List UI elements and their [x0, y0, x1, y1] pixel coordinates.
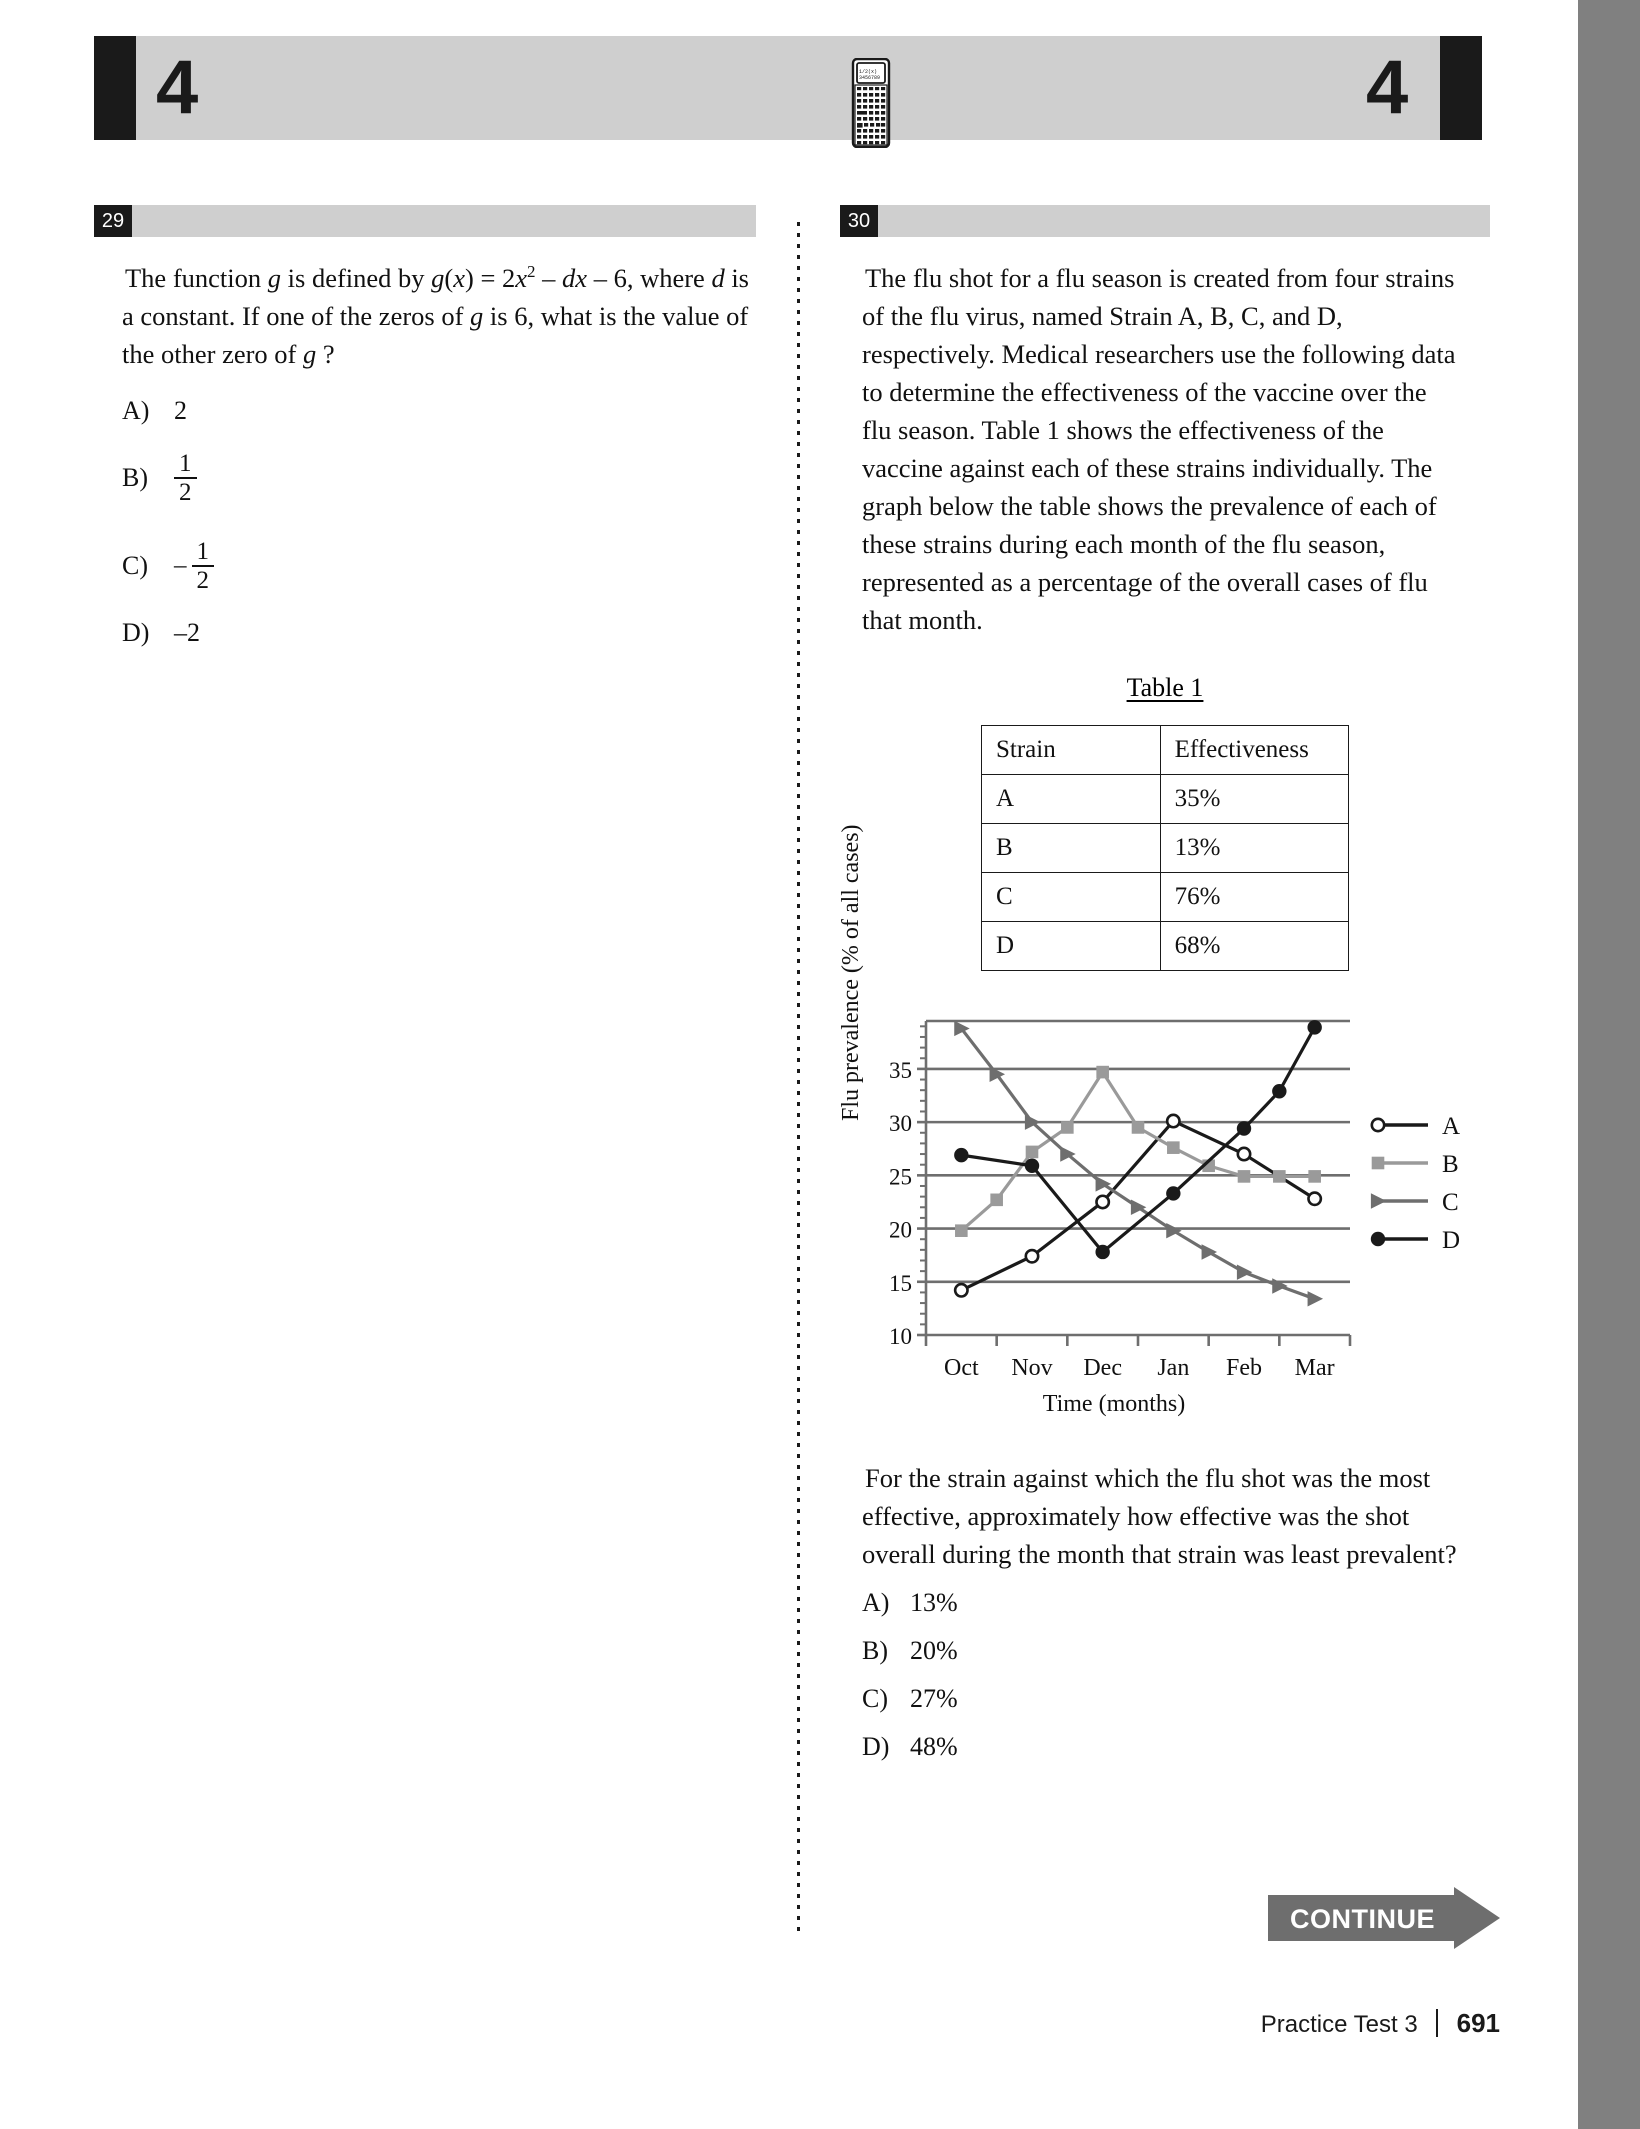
choice-d-value: 48% — [910, 1732, 958, 1761]
choice-c-value: 27% — [910, 1684, 958, 1713]
choice-c-letter: C) — [122, 551, 148, 580]
choice-d[interactable] — [862, 1729, 1490, 1765]
choice-c-letter: C) — [862, 1684, 888, 1713]
choice-b-fraction — [174, 451, 197, 505]
choice-b[interactable] — [122, 439, 756, 517]
chart-data-point — [1062, 1122, 1073, 1133]
table-row — [982, 775, 1349, 824]
choice-b-letter: B) — [862, 1636, 888, 1665]
chart-data-point — [1372, 1233, 1384, 1245]
page-header — [94, 36, 1482, 140]
question-30-number: 30 — [840, 205, 878, 237]
chart-line — [961, 1027, 1314, 1252]
chart-legend-label: C — [1442, 1189, 1459, 1216]
chart-legend-item-c — [1372, 1189, 1459, 1216]
chart-data-point — [1026, 1160, 1038, 1172]
chart-data-point — [1026, 1250, 1038, 1262]
choice-d-letter: D) — [862, 1732, 890, 1761]
chart-data-point — [1202, 1245, 1215, 1258]
chart-legend-item-a — [1372, 1113, 1460, 1140]
continue-banner[interactable] — [1268, 1887, 1500, 1949]
chart-data-point — [955, 1284, 967, 1296]
graphing-calculator-icon — [851, 58, 891, 148]
table-1-wrapper — [840, 725, 1490, 971]
chart-legend-label: B — [1442, 1151, 1459, 1178]
header-gray-band — [136, 36, 1440, 140]
chart-x-tick-label: Feb — [1226, 1355, 1262, 1381]
chart-data-point — [1167, 1115, 1179, 1127]
chart-y-tick-label: 25 — [889, 1164, 912, 1190]
chart-y-tick-label: 35 — [889, 1057, 912, 1083]
question-30-column — [840, 205, 1490, 1777]
chart-data-point — [1309, 1171, 1320, 1182]
chart-data-point — [1372, 1157, 1383, 1168]
question-30-band — [840, 205, 1490, 237]
question-30-sub-prompt: For the strain against which the flu shot was the most effective, approximately how effective was the shot overall during the month that strain was least prevalent? — [862, 1463, 1457, 1569]
page-footer — [0, 2008, 1500, 2039]
chart-data-point — [1308, 1292, 1321, 1305]
table-1-caption: Table 1 — [1126, 673, 1204, 702]
choice-a-value: 13% — [910, 1588, 958, 1617]
table-cell-strain: C — [982, 873, 1161, 922]
column-divider — [797, 222, 800, 1932]
svg-text:3456789: 3456789 — [859, 75, 881, 81]
chart-canvas — [864, 1013, 1464, 1385]
choice-a-letter: A) — [862, 1588, 890, 1617]
choice-b-denominator: 2 — [179, 479, 192, 506]
table-row — [982, 824, 1349, 873]
chart-x-tick-label: Nov — [1011, 1355, 1053, 1381]
chart-y-tick-label: 10 — [889, 1324, 912, 1349]
chart-data-point — [1096, 1196, 1108, 1208]
chart-data-point — [1167, 1187, 1179, 1199]
chart-x-tick-label: Oct — [944, 1355, 979, 1381]
chart-y-tick-label: 30 — [889, 1111, 912, 1137]
chart-data-point — [1308, 1193, 1320, 1205]
chart-data-point — [1238, 1266, 1251, 1279]
footer-test-name: Practice Test 3 — [1260, 2011, 1418, 2038]
chart-data-point — [1308, 1021, 1320, 1033]
table-cell-effectiveness: 13% — [1160, 824, 1348, 873]
table-cell-strain: D — [982, 922, 1161, 971]
choice-b-letter: B) — [122, 463, 148, 492]
chart-y-axis-title: Flu prevalence (% of all cases) — [838, 824, 864, 1121]
question-29-column — [94, 205, 756, 661]
choice-d-value: –2 — [174, 618, 200, 647]
question-29-number: 29 — [94, 205, 132, 237]
chart-data-point — [1097, 1066, 1108, 1077]
header-tab-left — [94, 36, 136, 140]
choice-a-letter: A) — [122, 396, 150, 425]
chart-data-point — [1238, 1148, 1250, 1160]
question-29-band — [94, 205, 756, 237]
section-number-right: 4 — [1366, 45, 1407, 130]
table-header-effectiveness: Effectiveness — [1160, 726, 1348, 775]
choice-c-minus-sign: – — [174, 552, 187, 579]
table-cell-effectiveness: 76% — [1160, 873, 1348, 922]
choice-b-value: 20% — [910, 1636, 958, 1665]
chart-y-tick-label: 15 — [889, 1270, 912, 1296]
question-29-choices — [122, 393, 756, 651]
table-row — [982, 922, 1349, 971]
continue-label: CONTINUE — [1290, 1904, 1435, 1934]
chart-data-point — [1238, 1171, 1249, 1182]
chart-data-point — [1238, 1122, 1250, 1134]
choice-c[interactable] — [862, 1681, 1490, 1717]
table-cell-effectiveness: 68% — [1160, 922, 1348, 971]
chart-data-point — [991, 1194, 1002, 1205]
chart-data-point — [1096, 1246, 1108, 1258]
choice-a[interactable] — [862, 1585, 1490, 1621]
table-cell-strain: A — [982, 775, 1161, 824]
chart-x-tick-label: Dec — [1083, 1355, 1122, 1381]
choice-b-numerator: 1 — [179, 450, 192, 477]
choice-c-denominator: 2 — [196, 567, 209, 594]
footer-separator — [1436, 2009, 1438, 2037]
chart-legend-item-d — [1372, 1227, 1460, 1254]
section-number-left: 4 — [156, 45, 197, 130]
chart-data-point — [955, 1149, 967, 1161]
chart-data-point — [1274, 1171, 1285, 1182]
footer-page-number: 691 — [1456, 2008, 1500, 2038]
chart-data-point — [1168, 1142, 1179, 1153]
question-29-header — [94, 205, 756, 237]
chart-legend-item-b — [1372, 1151, 1458, 1178]
choice-a[interactable] — [122, 393, 756, 429]
chart-legend-label: A — [1442, 1113, 1461, 1140]
table-header-row — [982, 726, 1349, 775]
chart-x-tick-label: Mar — [1294, 1355, 1335, 1381]
svg-text:1/2(x): 1/2(x) — [859, 69, 878, 75]
header-tab-right — [1440, 36, 1482, 140]
choice-b[interactable] — [862, 1633, 1490, 1669]
question-30-choices — [862, 1585, 1490, 1765]
chart-data-point — [1026, 1146, 1037, 1157]
chart-data-point — [1372, 1119, 1384, 1131]
chart-data-point — [1273, 1085, 1285, 1097]
chart-series-d — [955, 1021, 1321, 1258]
page-edge-bar — [1578, 0, 1640, 2129]
chart-data-point — [1372, 1194, 1385, 1207]
choice-d-letter: D) — [122, 618, 150, 647]
chart-x-tick-label: Jan — [1157, 1355, 1190, 1381]
table-cell-strain: B — [982, 824, 1161, 873]
chart-data-point — [956, 1225, 967, 1236]
question-29-prompt: The function g is defined by $g(x) = 2x^2$ – dx – 6, where d is a constant. If one of the zeros of g is 6, what is the value of the other zero of g ? — [122, 262, 749, 369]
question-30-header — [840, 205, 1490, 237]
chart-legend-label: D — [1442, 1227, 1461, 1254]
chart-data-point — [1132, 1122, 1143, 1133]
table-1 — [981, 725, 1349, 971]
chart-y-tick-label: 20 — [889, 1217, 912, 1243]
table-cell-effectiveness: 35% — [1160, 775, 1348, 824]
choice-c-fraction — [192, 539, 215, 593]
table-row — [982, 873, 1349, 922]
chart-x-axis-title: Time (months) — [1042, 1391, 1186, 1417]
choice-c-numerator: 1 — [196, 538, 209, 565]
choice-c[interactable] — [122, 527, 756, 605]
question-30-prompt: The flu shot for a flu season is created from four strains of the flu virus, named Strain A, B, C, and D, respectively. Medical researchers use the following data to determine the effectiveness of the vaccine over the flu season. Table 1 shows the effectiveness of the vaccine against each of these strains individually. The graph below the table shows the prevalence of each of these strains during each month of the flu season, represented as a percentage of the overall cases of flu that month. — [862, 263, 1456, 635]
choice-d[interactable] — [122, 615, 756, 651]
choice-a-value: 2 — [174, 396, 187, 425]
table-header-strain: Strain — [982, 726, 1161, 775]
